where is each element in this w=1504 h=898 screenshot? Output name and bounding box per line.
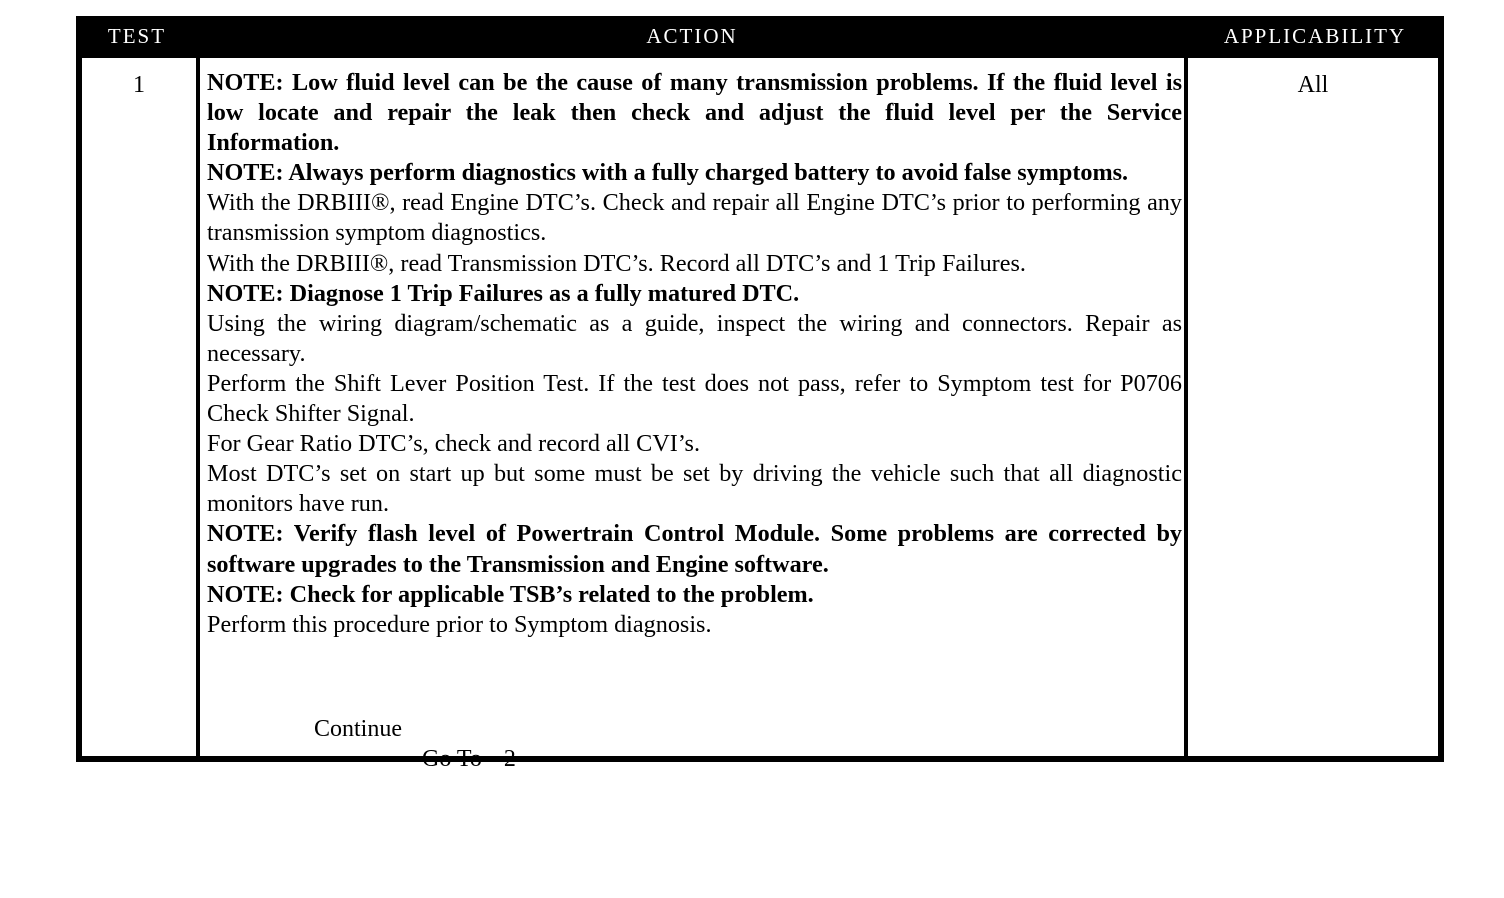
action-paragraph: With the DRBIII®, read Engine DTC’s. Check and repair all Engine DTC’s prior to performing any transmission symptom diagnostics. — [207, 189, 1182, 247]
goto-instruction — [422, 744, 516, 774]
action-paragraph: For Gear Ratio DTC’s, check and record all CVI’s. — [207, 430, 701, 458]
column-header-action: ACTION — [646, 24, 738, 48]
action-paragraph: NOTE: Check for applicable TSB’s related to the problem. — [207, 580, 814, 608]
applicability-value: All — [1297, 72, 1329, 98]
action-paragraph: NOTE: Verify flash level of Powertrain Control Module. Some problems are corrected by software upgrades to the Transmission and Engine software. — [207, 520, 1182, 578]
applicability-cell — [1188, 58, 1438, 756]
action-paragraph: Perform the Shift Lever Position Test. If the test does not pass, refer to Symptom test for P0706 Check Shifter Signal. — [207, 369, 1182, 428]
action-paragraph: Most DTC’s set on start up but some must be set by driving the vehicle such that all diagnostic monitors have run. — [207, 460, 1182, 518]
goto-label: Go To — [422, 746, 482, 772]
diagnostic-test-table — [76, 16, 1444, 772]
continue-label: Continue — [314, 716, 402, 742]
action-cell — [200, 58, 1184, 772]
column-header-test: TEST — [107, 24, 167, 48]
goto-target: 2 — [503, 746, 516, 772]
action-paragraph: Using the wiring diagram/schematic as a guide, inspect the wiring and connectors. Repair as necessary. — [207, 309, 1182, 367]
action-paragraph: With the DRBIII®, read Transmission DTC’s. Record all DTC’s and 1 Trip Failures. — [207, 249, 1026, 277]
action-paragraph: Perform this procedure prior to Symptom diagnosis. — [207, 610, 712, 638]
action-paragraph: NOTE: Low fluid level can be the cause of many transmission problems. If the fluid level is low locate and repair the leak then check and adjust the fluid level per the Service Information. — [207, 69, 1182, 157]
action-paragraph: NOTE: Always perform diagnostics with a fully charged battery to avoid false symptoms. — [207, 159, 1129, 187]
test-cell — [82, 58, 196, 756]
action-text — [207, 68, 1182, 640]
column-header-applicability: APPLICABILITY — [1223, 24, 1407, 48]
action-paragraph: NOTE: Diagnose 1 Trip Failures as a fully matured DTC. — [207, 279, 800, 307]
test-number: 1 — [133, 72, 145, 98]
